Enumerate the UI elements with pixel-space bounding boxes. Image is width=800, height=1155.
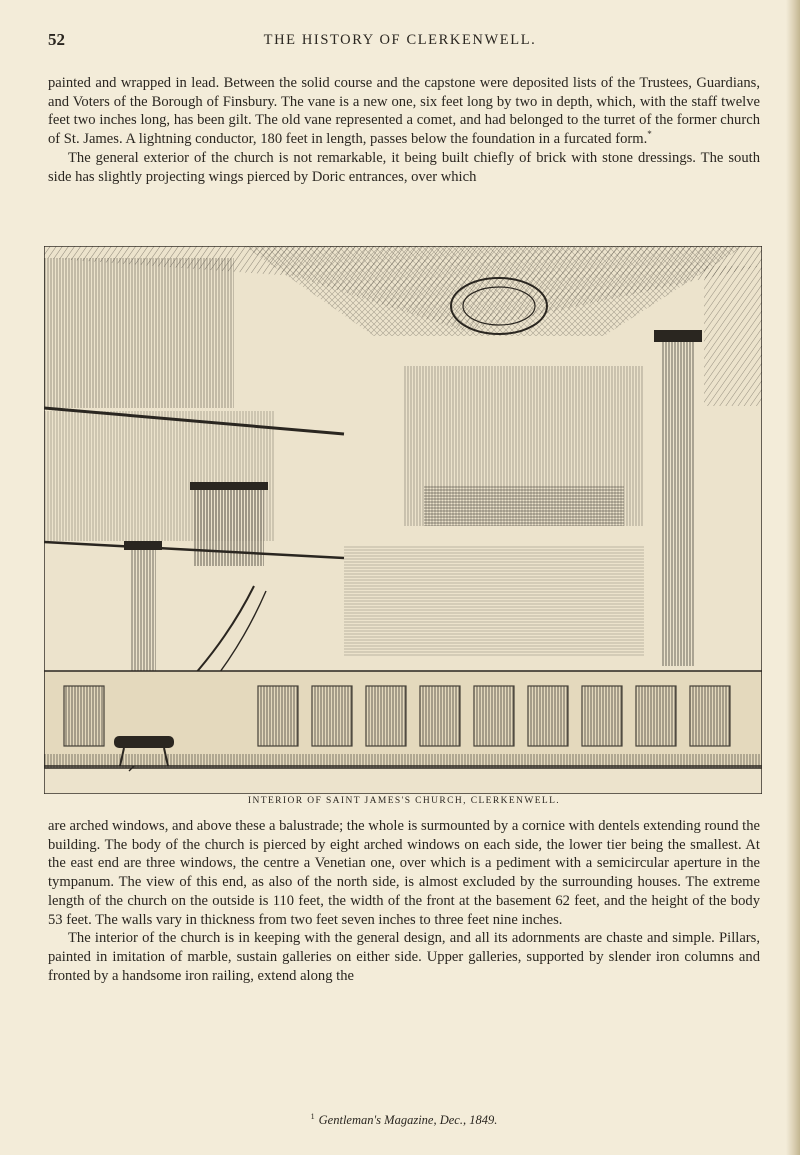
page-header [48,30,752,54]
text-block-bottom [48,817,760,985]
illustration-caption: INTERIOR OF SAINT JAMES'S CHURCH, CLERKENWELL. [247,796,561,806]
footnote-reference: * [647,129,652,140]
paragraph: are arched windows, and above these a balustrade; the whole is surmounted by a cornice with dentels extending round the building. The body of the church is pierced by eight arched windows on each side, the lower tier being the smallest. At the east end are three windows, the centre a Venetian one, over which is a pediment with a semicircular aperture in the tympanum. The view of this end, as also of the north side, is almost excluded by the surrounding houses. The extreme length of the church on the outside is 110 feet, the width of the front at the basement 62 feet, and the height of the body 53 feet. The walls vary in thickness from two feet seven inches to three feet nine inches. [48,818,760,928]
paragraph [48,74,760,149]
page-edge [786,0,800,1155]
footnote-text: Gentleman's Magazine, Dec., 1849. [318,1113,498,1128]
running-head: THE HISTORY OF CLERKENWELL. [263,32,537,48]
footnote-mark: 1 [310,1112,315,1121]
text-block-top [48,74,760,186]
footnote [48,1112,760,1128]
page-number: 52 [48,30,65,49]
paragraph: The interior of the church is in keeping with the general design, and all its adornments are chaste and simple. Pillars, painted in imitation of marble, sustain galleries on either side. Upper galleries, supported by slender iron columns and fronted by a handsome iron railing, extend along the [48,930,760,984]
church-interior-engraving [44,246,762,794]
paragraph-text: painted and wrapped in lead. Between the solid course and the capstone were deposited lists of the Trustees, Guardians, and Voters of the Borough of Finsbury. The vane is a new one, six feet long by two in depth, which, with the staff twelve feet two inches long, has been gilt. The old vane represented a comet, and had belonged to the turret of the former church of St. James. A lightning conductor, 180 feet in length, passes below the foundation in a furcated form. [48,75,760,148]
paragraph: The general exterior of the church is not remarkable, it being built chiefly of brick with stone dressings. The south side has slightly projecting wings pierced by Doric entrances, over which [48,149,760,185]
